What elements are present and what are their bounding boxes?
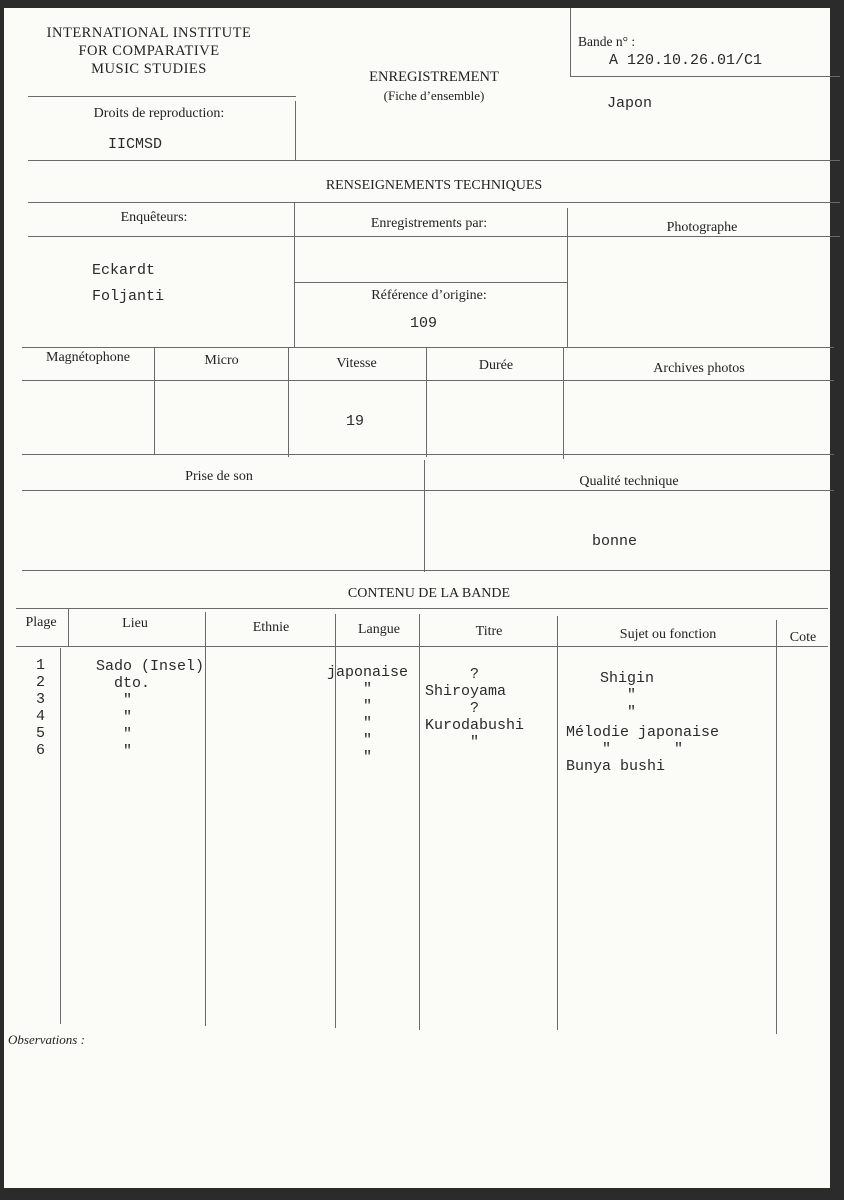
form-subtitle: (Fiche d’ensemble) (383, 88, 485, 103)
vitesse-label: Vitesse (336, 356, 377, 371)
section-content-heading: CONTENU DE LA BANDE (347, 586, 511, 601)
sujet-values-2: Mélodie japonaise " " Bunya bushi (566, 724, 720, 775)
bande-label: Bande n° : (578, 34, 636, 49)
qualite-label: Qualité technique (579, 474, 679, 489)
langue-values: japonaise " " " " " (327, 664, 409, 766)
qualite-value: bonne (592, 533, 638, 550)
titre-values: ? Shiroyama ? Kurodabushi " (425, 666, 525, 751)
lieu-values: Sado (Insel) dto. " " " " (96, 658, 205, 760)
vitesse-value: 19 (346, 413, 365, 430)
col-cote: Cote (789, 630, 817, 645)
micro-label: Micro (204, 353, 239, 368)
col-langue: Langue (358, 622, 400, 637)
duree-label: Durée (478, 358, 514, 373)
institute-line-2: FOR COMPARATIVE (78, 43, 220, 59)
col-ethnie: Ethnie (252, 620, 290, 635)
country: Japon (607, 95, 653, 112)
col-sujet: Sujet ou fonction (619, 627, 717, 642)
section-tech-heading: RENSEIGNEMENTS TECHNIQUES (325, 178, 543, 193)
record-sheet (4, 8, 830, 1188)
prise-de-son-label: Prise de son (185, 469, 253, 484)
bande-number: A 120.10.26.01/C1 (609, 52, 763, 69)
form-title: ENREGISTREMENT (369, 69, 499, 85)
institute-line-1: INTERNATIONAL INSTITUTE (46, 25, 252, 41)
droits-value: IICMSD (108, 136, 163, 153)
sujet-values-1: Shigin " " (600, 670, 655, 721)
institute-name (24, 24, 274, 78)
col-titre: Titre (475, 624, 503, 639)
observations-label: Observations : (8, 1032, 85, 1047)
photographe-label: Photographe (666, 220, 738, 235)
enqueteurs-label: Enquêteurs: (120, 210, 188, 225)
col-plage: Plage (25, 615, 57, 630)
archives-photos-label: Archives photos (653, 361, 745, 376)
institute-line-3: MUSIC STUDIES (91, 61, 207, 77)
droits-label: Droits de reproduction: (93, 106, 225, 121)
reference-value: 109 (410, 315, 438, 332)
enqueteur-1: Eckardt (92, 262, 156, 279)
reference-label: Référence d’origine: (371, 288, 487, 303)
magnetophone-label: Magnétophone (46, 350, 130, 365)
enqueteur-2: Foljanti (92, 288, 165, 305)
col-lieu: Lieu (122, 616, 148, 631)
plage-values: 1 2 3 4 5 6 (36, 657, 46, 759)
enregistrements-label: Enregistrements par: (370, 216, 488, 231)
